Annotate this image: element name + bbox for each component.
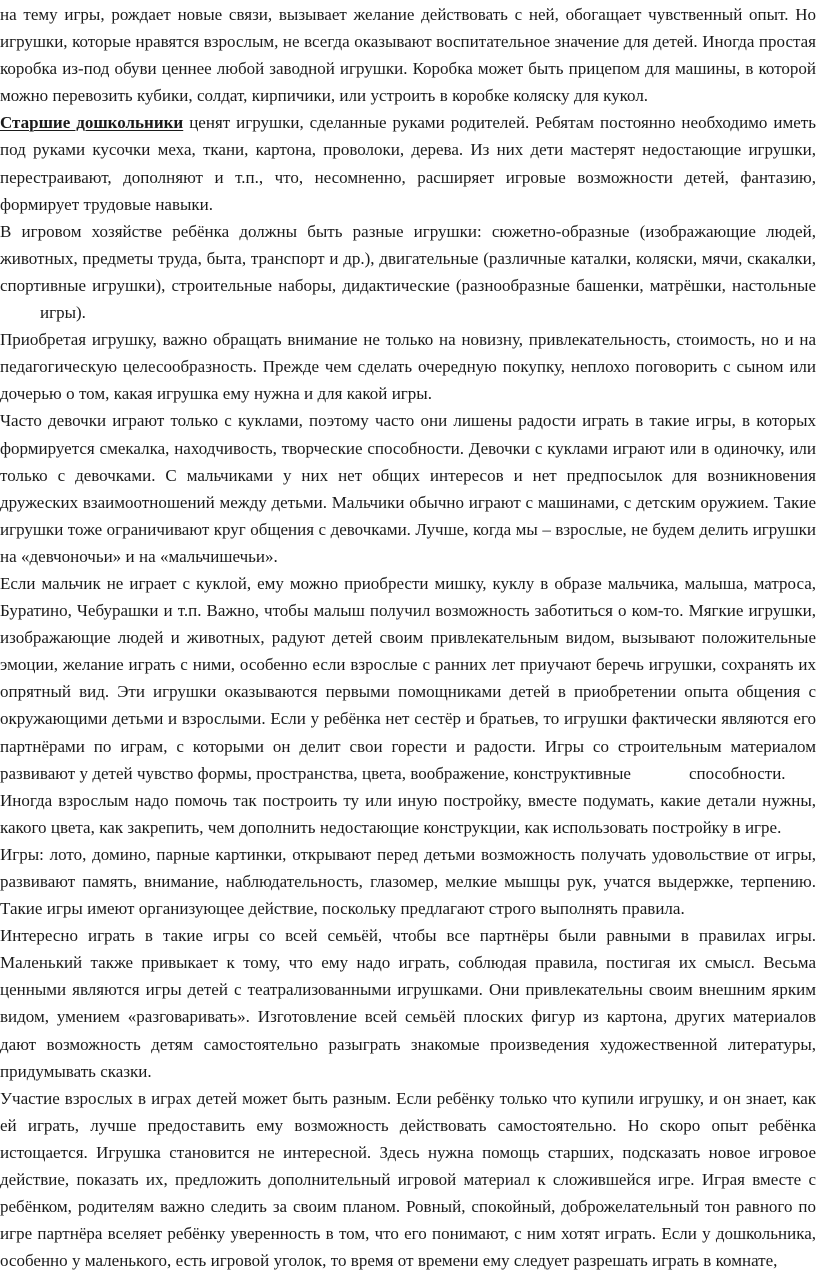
- paragraph-3: [0, 218, 816, 326]
- paragraph-text: Часто девочки играют только с куклами, поэтому часто они лишены радости играть в такие игры, в которых формируется смекалка, находчивость, творческие способности. Девочки с куклами играют или в одиночку, или только с девочками. С мальчиками у них нет общих интересов и нет предпосылок для возникновения дружеских взаимоотношений между детьми. Мальчики обычно играют с машинами, с детским оружием. Такие игрушки тоже ограничивают круг общения с девочками. Лучше, когда мы – взрослые, не будем делить игрушки на «девчоночьи» и на «мальчишечьи».: [0, 411, 816, 566]
- paragraph-text: на тему игры, рождает новые связи, вызывает желание действовать с ней, обогащает чувственный опыт. Но игрушки, которые нравятся взрослым, не всегда оказывают воспитательное значение для детей. Иногда простая коробка из-под обуви ценнее любой заводной игрушки. Коробка может быть прицепом для машины, в которой можно перевозить кубики, солдат, кирпичики, или устроить в коробке коляску для кукол.: [0, 5, 816, 106]
- paragraph-text: ценят игрушки, сделанные руками родителей. Ребятам постоянно необходимо иметь под руками кусочки меха, ткани, картона, проволоки, дерева. Из них дети мастерят недостающие игрушки, перестраивают, дополняют и т.п., что, несомненно, расширяет игровые возможности детей, фантазию, формирует трудовые навыки.: [0, 113, 816, 214]
- paragraph-text: Если мальчик не играет с куклой, ему можно приобрести мишку, куклу в образе мальчика, малыша, матроса, Буратино, Чебурашки и т.п. Важно, чтобы малыш получил возможность заботиться о ком-то. Мягкие игрушки, изображающие людей и животных, радуют детей своим привлекательным видом, вызывают положительные эмоции, желание играть с ними, особенно если взрослые с ранних лет приучают беречь игрушки, сохранять их опрятный вид. Эти игрушки оказываются первыми помощниками детей в приобретении опыта общения с окружающими детьми и взрослыми. Если у ребёнка нет сестёр и братьев, то игрушки фактически являются его партнёрами по играм, с которыми он делит свои горести и радости. Игры со строительным материалом развивают у детей чувство формы, пространства, цвета, воображение, конструктивные: [0, 573, 816, 783]
- paragraph-2: [0, 109, 816, 217]
- paragraph-1: [0, 1, 816, 109]
- paragraph-text: Игры: лото, домино, парные картинки, открывают перед детьми возможность получать удовольствие от игры, развивают память, внимание, наблюдательность, глазомер, мелкие мышцы рук, учатся выдержке, терпению. Такие игры имеют организующее действие, поскольку предлагают строго выполнять правила.: [0, 844, 816, 919]
- paragraph-text: Иногда взрослым надо помочь так построить ту или иную постройку, вместе подумать, какие детали нужны, какого цвета, как закрепить, чем дополнить недостающие конструкции, как использовать постройку в игре.: [0, 790, 816, 837]
- paragraph-text: Интересно играть в такие игры со всей семьёй, чтобы все партнёры были равными в правилах игры. Маленький также привыкает к тому, что ему надо играть, соблюдая правила, постигая их смысл. Весьма ценными являются игры детей с театрализованными игрушками. Они привлекательны своим внешним ярким видом, умением «разговаривать». Изготовление всей семьёй плоских фигур из картона, других материалов дают возможность детям самостоятельно разыграть знакомые произведения художественной литературы, придумывать сказки.: [0, 926, 816, 1081]
- paragraph-4: [0, 326, 816, 407]
- paragraph-lead: Старшие дошкольники: [0, 113, 184, 133]
- paragraph-tail: способности.: [688, 763, 786, 783]
- paragraph-7: [0, 787, 816, 841]
- paragraph-tail: игры).: [40, 303, 86, 323]
- paragraph-text: В игровом хозяйстве ребёнка должны быть разные игрушки: сюжетно-образные (изображающие людей, животных, предметы труда, быта, транспорт и др.), двигательные (различные каталки, коляски, мячи, скакалки, спортивные игрушки), строительные наборы, дидактические (разнообразные башенки, матрёшки, настольные: [0, 221, 816, 295]
- paragraph-8: [0, 841, 816, 922]
- paragraph-text: Участие взрослых в играх детей может быть разным. Если ребёнку только что купили игрушку, и он знает, как ей играть, лучше предоставить ему возможность действовать самостоятельно. Но скоро опыт ребёнка истощается. Игрушка становится не интересной. Здесь нужна помощь старших, подсказать новое игровое действие, показать их, предложить дополнительный игровой материал к сложившейся игре. Играя вместе с ребёнком, родителям важно следить за своим планом. Ровный, спокойный, доброжелательный тон равного по игре партнёра вселяет ребёнку уверенность в том, что его понимают, с ним хотят играть. Если у дошкольника, особенно у маленького, есть игровой уголок, то время от времени ему следует разрешать играть в комнате,: [0, 1088, 816, 1271]
- paragraph-6: [0, 570, 816, 787]
- paragraph-9: [0, 922, 816, 1085]
- paragraph-text: Приобретая игрушку, важно обращать внимание не только на новизну, привлекательность, стоимость, но и на педагогическую целесообразность. Прежде чем сделать очередную покупку, неплохо поговорить с сыном или дочерью о том, какая игрушка ему нужна и для какой игры.: [0, 330, 816, 404]
- paragraph-10: [0, 1085, 816, 1274]
- paragraph-5: [0, 407, 816, 570]
